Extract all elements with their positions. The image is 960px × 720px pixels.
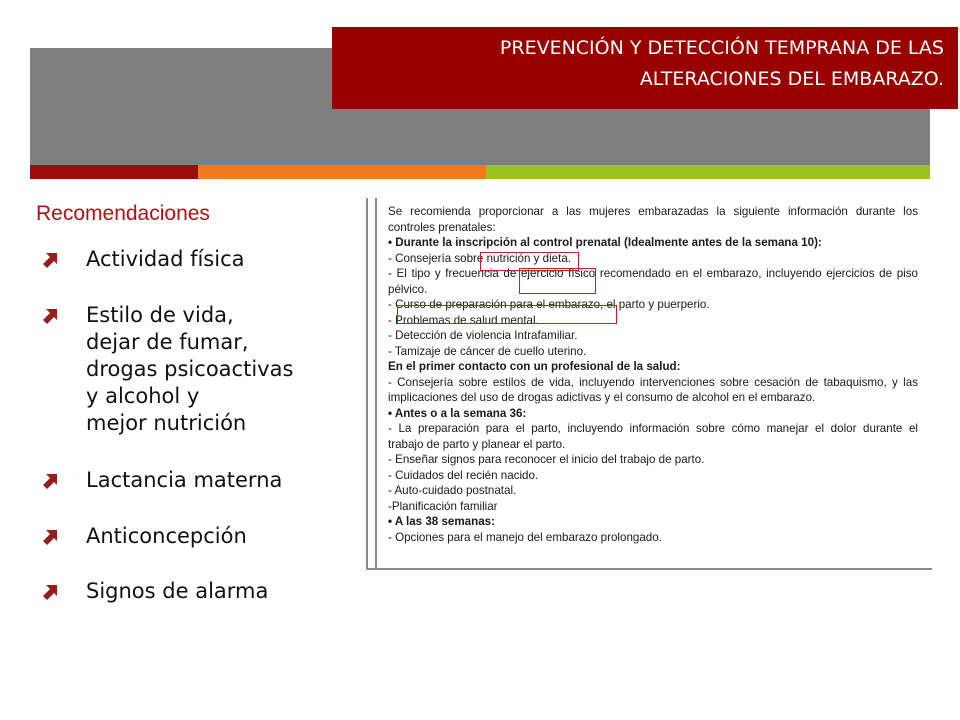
document-heading: En el primer contacto con un profesional de la salud:	[388, 360, 681, 373]
arrow-bullet-icon	[42, 307, 60, 325]
document-line: -Planificación familiar	[388, 499, 498, 513]
document-line: Se recomienda proporcionar a las mujeres embarazadas la siguiente información durante los	[388, 205, 918, 218]
document-line: trabajo de parto y planear el parto.	[388, 437, 566, 451]
bullet-text	[86, 302, 293, 437]
bullet-text	[86, 246, 245, 273]
bullet-text	[86, 578, 268, 605]
bullet-line: Anticoncepción	[86, 524, 247, 548]
bullet-line: y alcohol y	[86, 384, 200, 408]
highlight-box-curso	[397, 305, 617, 324]
bullet-text	[86, 467, 282, 494]
document-line: - Auto-cuidado postnatal.	[388, 484, 517, 497]
bullet-line: Actividad física	[86, 247, 245, 271]
bullet-line: mejor nutrición	[86, 411, 247, 435]
document-line: - El tipo y frecuencia de ejercicio físico recomendado en el embarazo, incluyendo ejercicios de piso	[388, 267, 918, 280]
document-heading: • Durante la inscripción al control prenatal (Idealmente antes de la semana 10):	[388, 236, 822, 249]
bullet-line: dejar de fumar,	[86, 330, 249, 354]
section-subtitle: Recomendaciones	[36, 202, 210, 225]
arrow-bullet-icon	[42, 528, 60, 546]
document-line: pélvico.	[388, 282, 428, 296]
bullet-line: Estilo de vida,	[86, 303, 234, 327]
document-heading: • Antes o a la semana 36:	[388, 406, 527, 420]
slide-title	[332, 27, 958, 109]
document-line: - La preparación para el parto, incluyendo información sobre cómo manejar el dolor durante el	[388, 422, 918, 435]
document-line: - Problemas de salud mental.	[388, 313, 539, 327]
arrow-bullet-icon	[42, 472, 60, 490]
embedded-document	[366, 198, 932, 570]
bullet-text	[86, 523, 247, 550]
document-rule	[375, 198, 377, 568]
bullet-line: Signos de alarma	[86, 579, 269, 603]
document-heading: • A las 38 semanas:	[388, 515, 495, 528]
document-line: - Consejería sobre estilos de vida, incluyendo intervenciones sobre cesación de tabaquismo, y las	[388, 375, 918, 389]
highlight-box-ejercicio	[519, 268, 596, 294]
bullet-line: drogas psicoactivas	[86, 357, 294, 381]
document-text	[388, 204, 918, 545]
document-line: - Enseñar signos para reconocer el inicio del trabajo de parto.	[388, 453, 705, 466]
document-line: - Curso de preparación para el embarazo, el parto y puerperio.	[388, 298, 710, 311]
document-line: implicaciones del uso de drogas adictivas y el consumo de alcohol en el embarazo.	[388, 391, 816, 404]
arrow-bullet-icon	[42, 583, 60, 601]
accent-strip-red	[30, 165, 198, 179]
document-line: - Tamizaje de cáncer de cuello uterino.	[388, 344, 587, 358]
document-line: - Consejería sobre nutrición y dieta.	[388, 251, 572, 265]
accent-strip-orange	[198, 165, 486, 179]
document-line: - Cuidados del recién nacido.	[388, 468, 539, 482]
document-line: controles prenatales:	[388, 220, 496, 234]
bullet-line: Lactancia materna	[86, 468, 283, 492]
accent-strip-green	[486, 165, 930, 179]
document-line: - Opciones para el manejo del embarazo prolongado.	[388, 530, 662, 544]
document-line: - Detección de violencia Intrafamiliar.	[388, 329, 578, 342]
arrow-bullet-icon	[42, 251, 60, 269]
slide-title-line-2: ALTERACIONES DEL EMBARAZO.	[639, 68, 944, 90]
slide-title-line-1: PREVENCIÓN Y DETECCIÓN TEMPRANA DE LAS	[499, 37, 944, 59]
